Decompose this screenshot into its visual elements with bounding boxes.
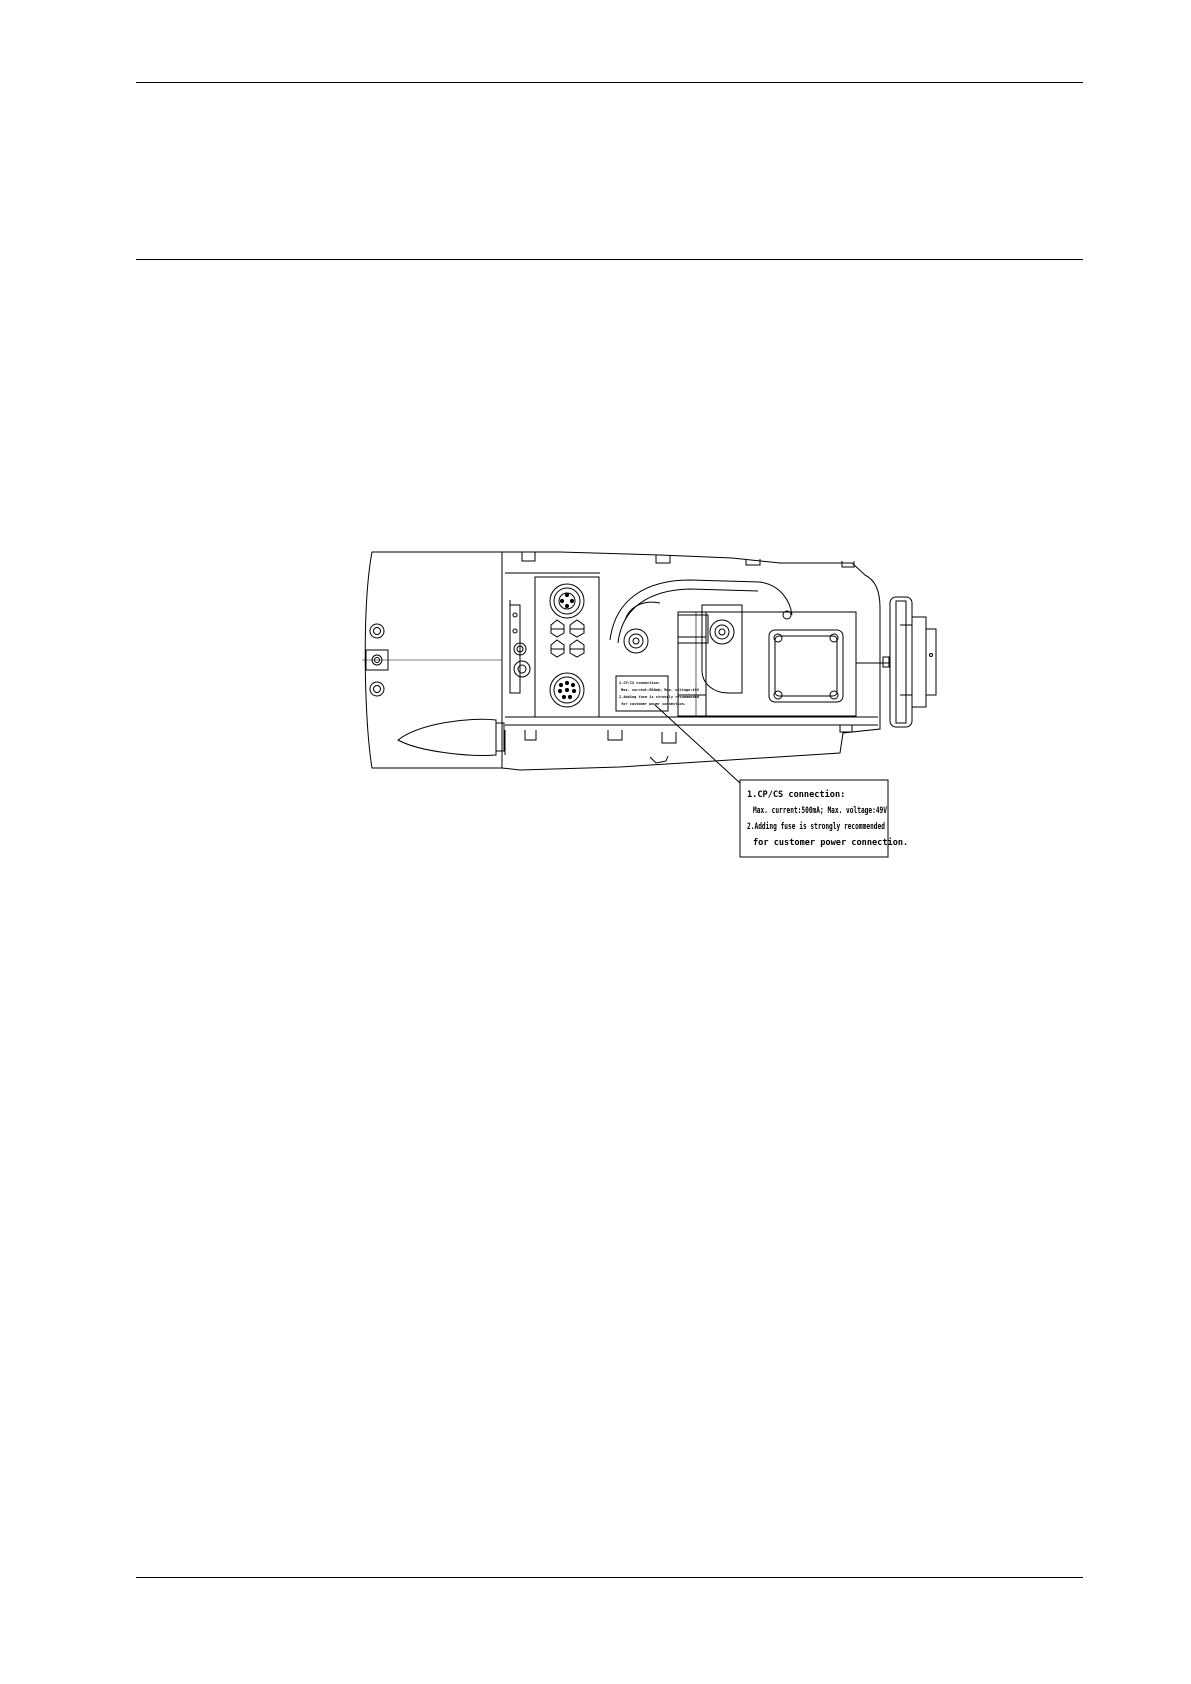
svg-text:2.Adding fuse is strongly reco: 2.Adding fuse is strongly recommended	[619, 695, 700, 699]
footer-rule	[136, 1577, 1083, 1578]
main-body	[502, 552, 880, 770]
svg-text:2.Adding fuse is strongly reco: 2.Adding fuse is strongly recommended	[747, 822, 939, 832]
robot-arm-connector-drawing	[360, 545, 950, 875]
cp-cs-callout	[740, 780, 939, 857]
cp-cs-label-small	[616, 676, 700, 711]
svg-text:Max. current:500mA; Max. volta: Max. current:500mA; Max. voltage:49V	[621, 688, 699, 692]
tool-flange	[890, 597, 936, 727]
svg-text:Max. current:500mA; Max. volta: Max. current:500mA; Max. voltage:49V	[753, 806, 887, 816]
left-end-cap	[362, 552, 504, 768]
header-rule	[136, 82, 1083, 83]
svg-text:for customer power connection.: for customer power connection.	[621, 702, 686, 706]
svg-text:1.CP/CS connection:: 1.CP/CS connection:	[619, 681, 661, 685]
connector-block	[510, 577, 599, 717]
svg-text:1.CP/CS connection:: 1.CP/CS connection:	[747, 790, 846, 800]
svg-text:for customer power connection.: for customer power connection.	[753, 838, 909, 848]
section-rule	[136, 259, 1083, 260]
